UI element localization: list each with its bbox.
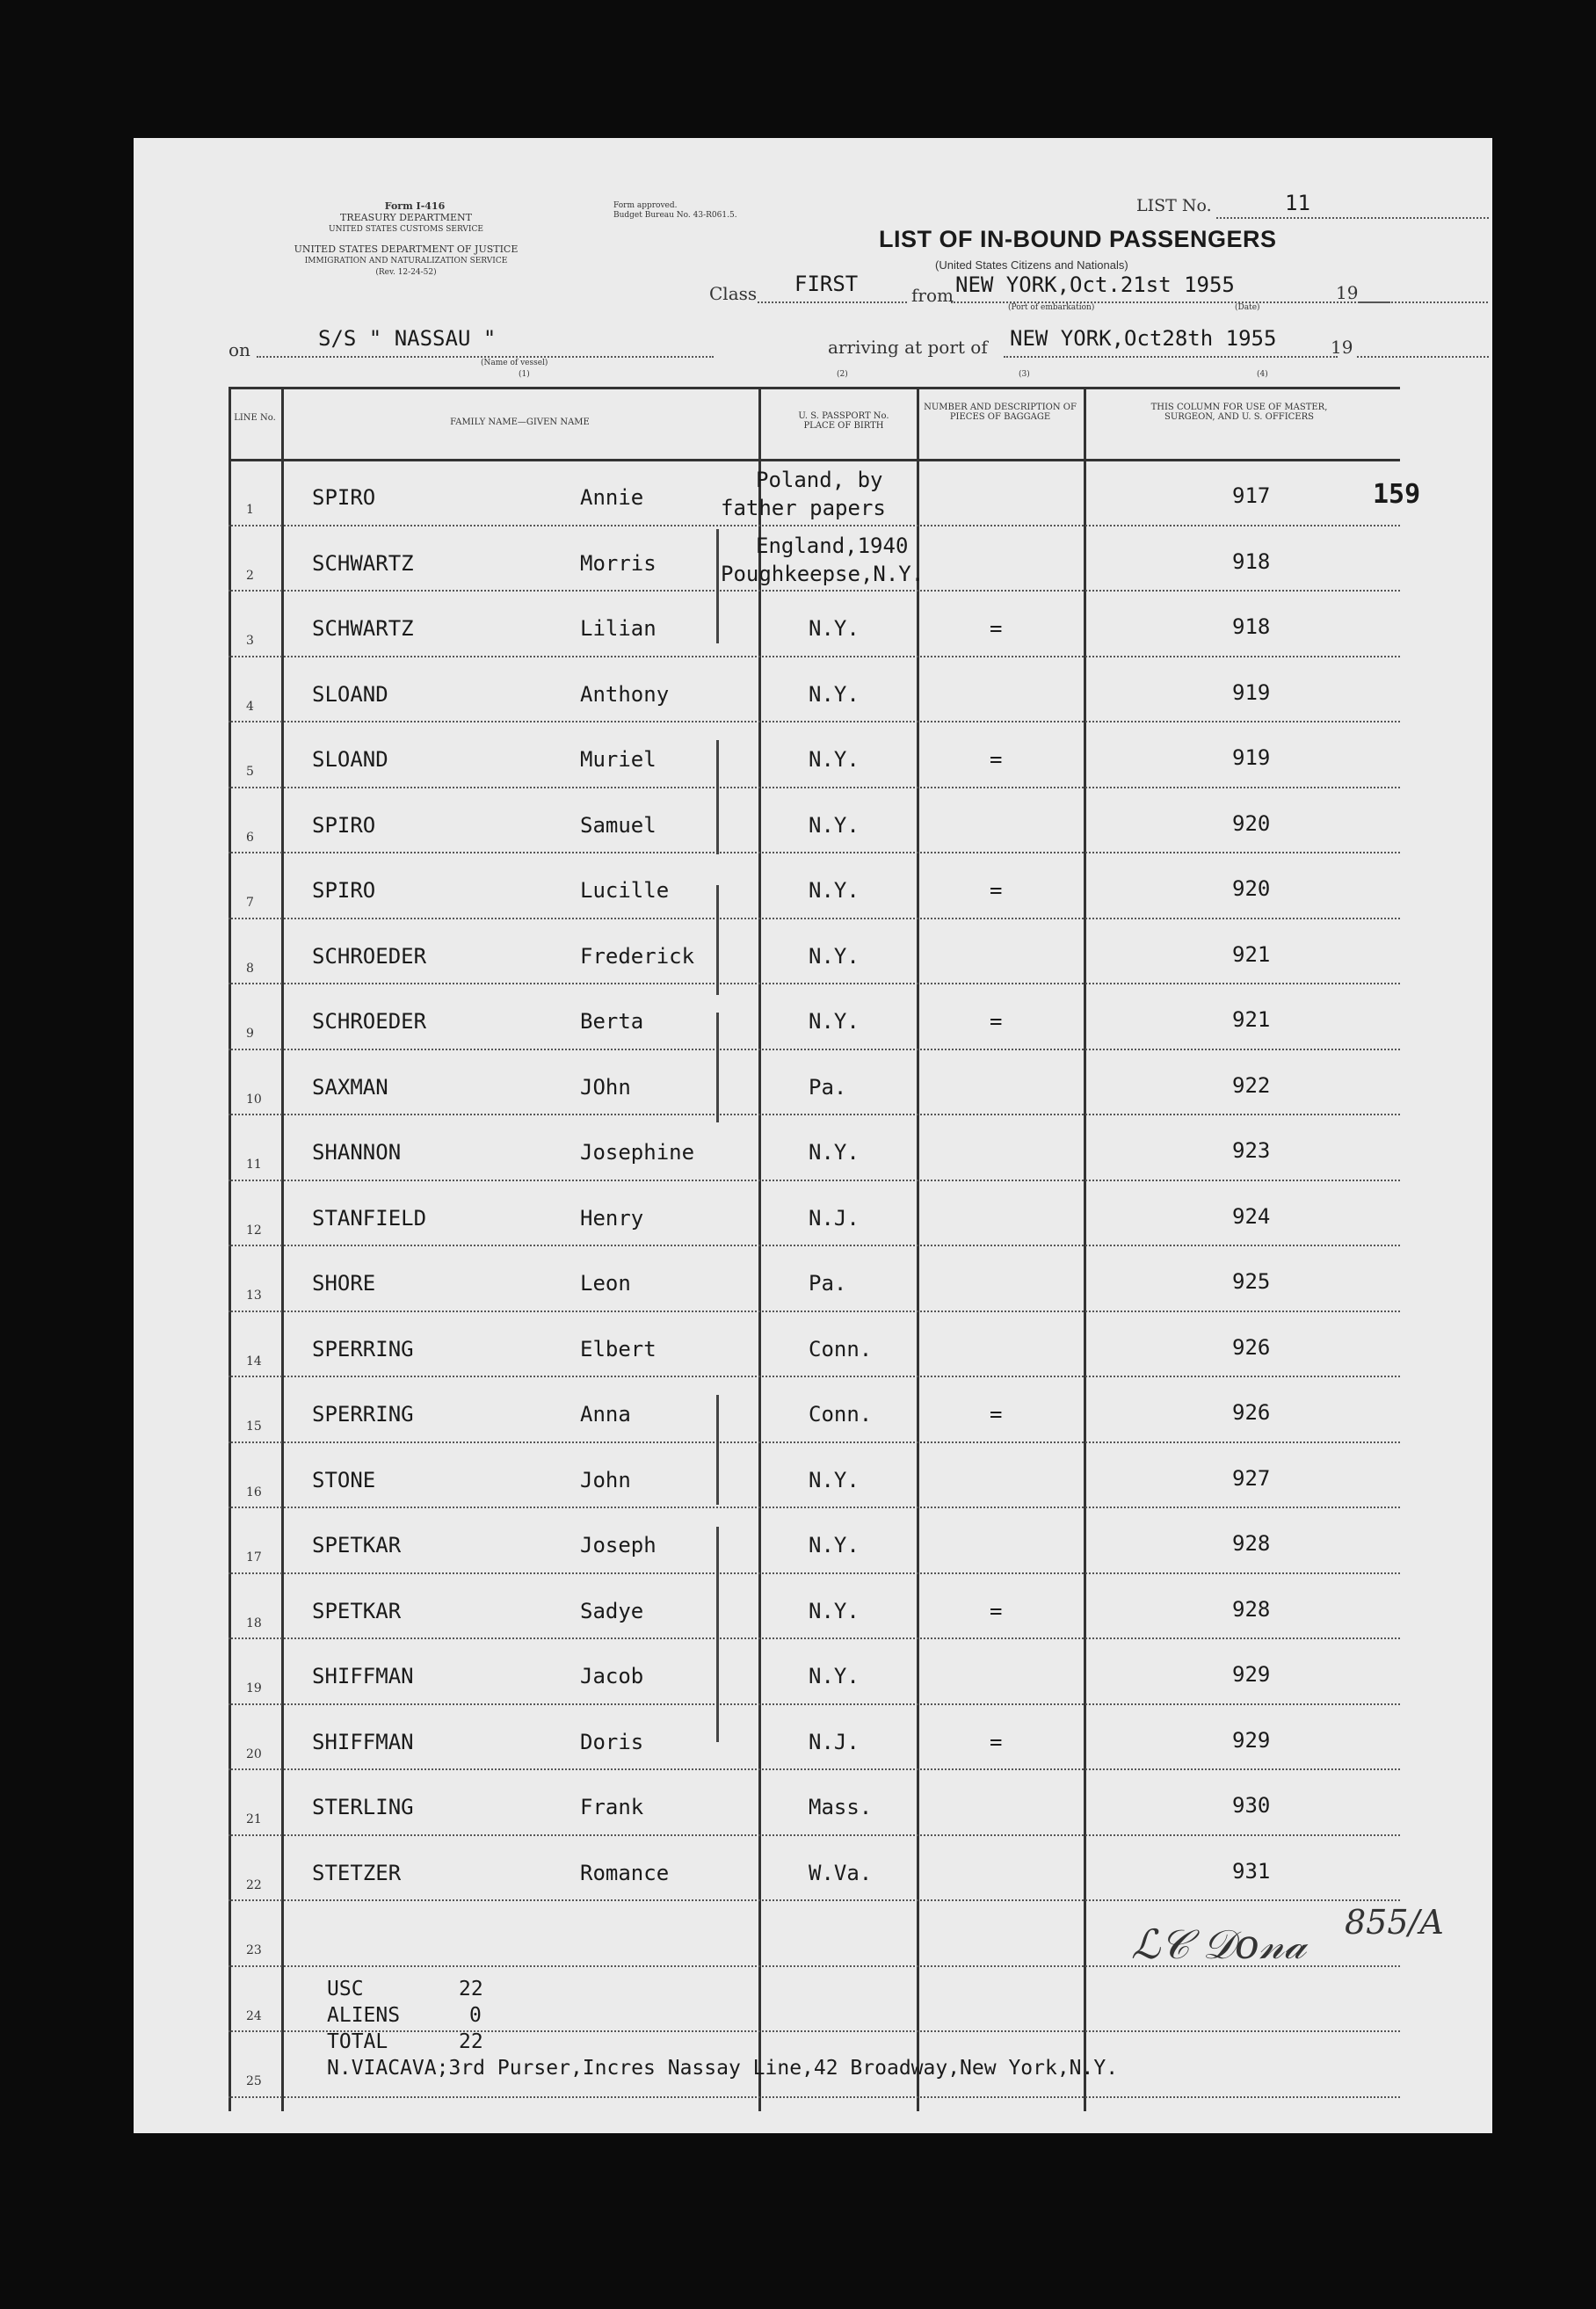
row-divider xyxy=(229,1049,1400,1050)
family-name: SHIFFMAN xyxy=(312,1729,414,1754)
given-name: Berta xyxy=(580,1009,644,1034)
col-marker-3: (3) xyxy=(1019,370,1030,379)
baggage-col-rule xyxy=(1084,387,1086,2111)
given-name: JOhn xyxy=(580,1074,631,1100)
birth-place: England,1940 xyxy=(756,533,909,558)
given-name: Romance xyxy=(580,1860,670,1885)
form-number: Form I-416 xyxy=(384,200,446,212)
given-name: Doris xyxy=(580,1729,644,1754)
year-line-2 xyxy=(1357,356,1489,358)
officer-number: 917 xyxy=(1232,483,1271,508)
usc-label: USC xyxy=(327,1978,364,2000)
row-divider xyxy=(229,1376,1400,1377)
header-bottom-rule xyxy=(229,459,1400,461)
vessel-caption: (Name of vessel) xyxy=(481,359,548,367)
birth-place: N.Y. xyxy=(809,1664,860,1688)
family-name: SHORE xyxy=(312,1271,376,1296)
birth-place-detail: father papers xyxy=(721,496,886,520)
vessel-line xyxy=(257,356,714,358)
family-name: SCHROEDER xyxy=(312,1009,427,1034)
birth-place: Pa. xyxy=(809,1271,847,1296)
line-col-rule xyxy=(281,387,284,2111)
line-number: 16 xyxy=(246,1485,262,1499)
revision-date: (Rev. 12-24-52) xyxy=(375,268,437,277)
line-number: 6 xyxy=(246,830,254,845)
signature: ℒ𝒞 𝒟𝑜𝓃𝒶 xyxy=(1131,1921,1307,1968)
class-label: Class xyxy=(709,283,758,304)
col-marker-4: (4) xyxy=(1257,370,1268,379)
given-name: Josephine xyxy=(580,1140,695,1165)
aliens-value: 0 xyxy=(469,2004,482,2027)
arriving-line xyxy=(1004,356,1338,358)
bracket-mark xyxy=(716,885,719,995)
baggage-ditto: = xyxy=(990,1402,1003,1427)
col-header-passport: U. S. PASSPORT No. PLACE OF BIRTH xyxy=(798,411,889,431)
col-header-name: FAMILY NAME—GIVEN NAME xyxy=(450,418,590,427)
family-name: STETZER xyxy=(312,1860,402,1885)
birth-place: W.Va. xyxy=(809,1860,873,1885)
family-name: STERLING xyxy=(312,1795,414,1819)
family-name: SHANNON xyxy=(312,1140,402,1165)
given-name: Elbert xyxy=(580,1336,657,1361)
row-divider xyxy=(229,1441,1400,1443)
row-divider xyxy=(229,1703,1400,1705)
row-divider xyxy=(229,1311,1400,1312)
birth-place: N.Y. xyxy=(809,943,860,969)
col-marker-1: (1) xyxy=(519,370,530,379)
on-label: on xyxy=(229,339,250,360)
given-name: Jacob xyxy=(580,1664,644,1688)
birth-col-rule xyxy=(917,387,919,2111)
vessel-name: S/S " NASSAU " xyxy=(318,326,497,351)
row-divider xyxy=(229,525,1400,526)
date-caption: (Date) xyxy=(1235,303,1260,312)
officer-number: 931 xyxy=(1232,1858,1271,1884)
ins-service: IMMIGRATION AND NATURALIZATION SERVICE xyxy=(304,257,508,265)
passenger-table xyxy=(229,387,1400,2111)
arriving-value: NEW YORK,Oct28th 1955 xyxy=(1010,326,1277,351)
family-name: SAXMAN xyxy=(312,1074,388,1100)
baggage-ditto: = xyxy=(990,747,1003,772)
family-name: STANFIELD xyxy=(312,1205,427,1231)
page-title: LIST OF IN-BOUND PASSENGERS xyxy=(879,226,1277,252)
family-name: SCHWARTZ xyxy=(312,550,414,576)
birth-place: Pa. xyxy=(809,1074,847,1100)
officer-number: 927 xyxy=(1232,1465,1271,1491)
total-label: TOTAL xyxy=(327,2030,388,2053)
given-name: Leon xyxy=(580,1271,631,1296)
officer-number: 929 xyxy=(1232,1662,1271,1687)
line-number: 13 xyxy=(246,1289,262,1303)
row-divider xyxy=(229,918,1400,919)
table-left-rule xyxy=(229,387,231,2111)
officer-number: 918 xyxy=(1232,548,1271,574)
officer-number: 921 xyxy=(1232,941,1271,967)
family-name: SHIFFMAN xyxy=(312,1664,414,1688)
row-divider xyxy=(229,1572,1400,1574)
row-divider xyxy=(229,852,1400,853)
line-number: 20 xyxy=(246,1746,262,1761)
list-no-line xyxy=(1216,217,1489,219)
row-divider xyxy=(229,1834,1400,1836)
given-name: Anthony xyxy=(580,681,670,707)
birth-place: N.Y. xyxy=(809,1467,860,1492)
family-name: SCHROEDER xyxy=(312,943,427,969)
given-name: Samuel xyxy=(580,812,657,838)
given-name: Sadye xyxy=(580,1598,644,1623)
row-divider xyxy=(229,1507,1400,1508)
aliens-label: ALIENS xyxy=(327,2004,401,2027)
bracket-mark xyxy=(716,1527,719,1637)
baggage-ditto: = xyxy=(990,1009,1003,1034)
name-col-rule xyxy=(758,387,761,2111)
baggage-ditto: = xyxy=(990,616,1003,641)
birth-place: Conn. xyxy=(809,1402,873,1427)
birth-place: N.J. xyxy=(809,1729,860,1754)
officer-number: 930 xyxy=(1232,1793,1271,1818)
officer-number: 920 xyxy=(1232,876,1271,901)
given-name: Henry xyxy=(580,1205,644,1231)
family-name: SCHWARTZ xyxy=(312,616,414,641)
treasury-dept: TREASURY DEPARTMENT xyxy=(340,212,472,223)
family-name: SPIRO xyxy=(312,812,376,838)
given-name: Joseph xyxy=(580,1533,657,1557)
birth-place: N.J. xyxy=(809,1205,860,1231)
birth-place: N.Y. xyxy=(809,812,860,838)
row-divider xyxy=(229,1899,1400,1901)
line-number: 22 xyxy=(246,1877,262,1892)
birth-place: N.Y. xyxy=(809,681,860,707)
birth-place: N.Y. xyxy=(809,616,860,641)
officer-number: 919 xyxy=(1232,679,1271,705)
family-name: SPETKAR xyxy=(312,1598,402,1623)
given-name: Muriel xyxy=(580,747,657,772)
row-divider xyxy=(229,721,1400,722)
line-number: 10 xyxy=(246,1092,262,1107)
bracket-mark xyxy=(716,529,719,643)
family-name: SPETKAR xyxy=(312,1533,402,1557)
port-embark-caption: (Port of embarkation) xyxy=(1008,303,1095,312)
bracket-mark xyxy=(716,1395,719,1505)
col-header-baggage: NUMBER AND DESCRIPTION OF PIECES OF BAGGAGE xyxy=(924,403,1077,422)
justice-dept: UNITED STATES DEPARTMENT OF JUSTICE xyxy=(294,243,519,255)
class-value: FIRST xyxy=(794,272,859,296)
birth-place: N.Y. xyxy=(809,1598,860,1623)
signature-note: 855/A xyxy=(1345,1903,1444,1942)
given-name: John xyxy=(580,1467,631,1492)
officer-number: 923 xyxy=(1232,1138,1271,1163)
year-label-2: 19 xyxy=(1331,337,1353,358)
line-number: 2 xyxy=(246,568,254,583)
baggage-ditto: = xyxy=(990,1729,1003,1754)
family-name: STONE xyxy=(312,1467,376,1492)
bracket-mark xyxy=(716,1013,719,1122)
officer-number: 918 xyxy=(1232,614,1271,639)
col-header-line: LINE No. xyxy=(234,413,276,423)
page-subtitle: (United States Citizens and Nationals) xyxy=(935,258,1128,272)
given-name: Morris xyxy=(580,550,657,576)
officer-number: 922 xyxy=(1232,1072,1271,1098)
given-name: Lucille xyxy=(580,878,670,903)
year-line-1 xyxy=(1360,301,1488,303)
baggage-ditto: = xyxy=(990,878,1003,903)
bracket-mark xyxy=(716,1628,719,1742)
row-divider xyxy=(229,2096,1400,2098)
line-number: 24 xyxy=(246,2008,262,2023)
birth-place-detail: Poughkeepse,N.Y. xyxy=(721,561,925,586)
line-number: 18 xyxy=(246,1616,262,1630)
arriving-label: arriving at port of xyxy=(828,337,988,358)
line-number: 17 xyxy=(246,1550,262,1565)
line-number: 12 xyxy=(246,1223,262,1238)
given-name: Anna xyxy=(580,1402,631,1427)
from-value: NEW YORK,Oct.21st 1955 xyxy=(955,272,1235,297)
line-number: 3 xyxy=(246,634,254,648)
officer-number: 921 xyxy=(1232,1007,1271,1032)
page-stamp: 159 xyxy=(1373,479,1421,510)
budget-bureau: Budget Bureau No. 43-R061.5. xyxy=(613,211,737,220)
officer-number: 929 xyxy=(1232,1727,1271,1753)
officer-number: 919 xyxy=(1232,745,1271,770)
family-name: SPIRO xyxy=(312,878,376,903)
from-label: from xyxy=(911,285,954,306)
bracket-mark xyxy=(716,740,719,854)
family-name: SLOAND xyxy=(312,747,388,772)
birth-place: Mass. xyxy=(809,1795,873,1819)
usc-value: 22 xyxy=(459,1978,483,2000)
officer-number: 928 xyxy=(1232,1531,1271,1556)
given-name: Annie xyxy=(580,485,644,510)
table-top-rule xyxy=(229,387,1400,389)
line-number: 9 xyxy=(246,1027,254,1041)
birth-place: N.Y. xyxy=(809,1533,860,1557)
row-divider xyxy=(229,656,1400,657)
customs-service: UNITED STATES CUSTOMS SERVICE xyxy=(329,225,483,234)
officer-number: 928 xyxy=(1232,1596,1271,1622)
row-divider xyxy=(229,1114,1400,1115)
list-no-label: LIST No. xyxy=(1136,196,1212,215)
officer-number: 926 xyxy=(1232,1334,1271,1360)
col-header-officers: THIS COLUMN FOR USE OF MASTER, SURGEON, AND U. S. OFFICERS xyxy=(1150,403,1328,422)
line-number: 8 xyxy=(246,961,254,976)
total-value: 22 xyxy=(459,2030,483,2053)
line-number: 25 xyxy=(246,2074,262,2088)
row-divider xyxy=(229,1180,1400,1181)
form-approved: Form approved. xyxy=(613,201,678,210)
list-no-value: 11 xyxy=(1285,191,1310,215)
officer-number: 926 xyxy=(1232,1400,1271,1425)
purser-footer: N.VIACAVA;3rd Purser,Incres Nassay Line,42 Broadway,New York,N.Y. xyxy=(327,2057,1119,2080)
officer-number: 924 xyxy=(1232,1203,1271,1229)
family-name: SLOAND xyxy=(312,681,388,707)
given-name: Lilian xyxy=(580,616,657,641)
officer-number: 920 xyxy=(1232,810,1271,836)
birth-place: N.Y. xyxy=(809,1009,860,1034)
line-number: 23 xyxy=(246,1943,262,1957)
year-label-1: 19 xyxy=(1336,282,1359,303)
line-number: 4 xyxy=(246,699,254,714)
row-divider xyxy=(229,787,1400,788)
family-name: SPERRING xyxy=(312,1402,414,1427)
row-divider xyxy=(229,1768,1400,1770)
officer-number: 925 xyxy=(1232,1269,1271,1294)
line-number: 15 xyxy=(246,1420,262,1434)
row-divider xyxy=(229,1245,1400,1246)
line-number: 19 xyxy=(246,1681,262,1695)
given-name: Frank xyxy=(580,1795,644,1819)
birth-place: Conn. xyxy=(809,1336,873,1361)
row-divider xyxy=(229,590,1400,592)
birth-place: N.Y. xyxy=(809,747,860,772)
row-divider xyxy=(229,2030,1400,2032)
line-number: 11 xyxy=(246,1158,262,1172)
family-name: SPIRO xyxy=(312,485,376,510)
line-number: 14 xyxy=(246,1354,262,1369)
line-number: 5 xyxy=(246,765,254,779)
birth-place: N.Y. xyxy=(809,878,860,903)
baggage-ditto: = xyxy=(990,1598,1003,1623)
birth-place: Poland, by xyxy=(756,468,883,492)
given-name: Frederick xyxy=(580,943,695,969)
line-number: 21 xyxy=(246,1812,262,1826)
row-divider xyxy=(229,1637,1400,1639)
class-line xyxy=(758,301,907,303)
line-number: 7 xyxy=(246,896,254,910)
col-marker-2: (2) xyxy=(837,370,848,379)
row-divider xyxy=(229,983,1400,984)
birth-place: N.Y. xyxy=(809,1140,860,1165)
manifest-sheet xyxy=(134,138,1492,2133)
family-name: SPERRING xyxy=(312,1336,414,1361)
line-number: 1 xyxy=(246,503,254,517)
